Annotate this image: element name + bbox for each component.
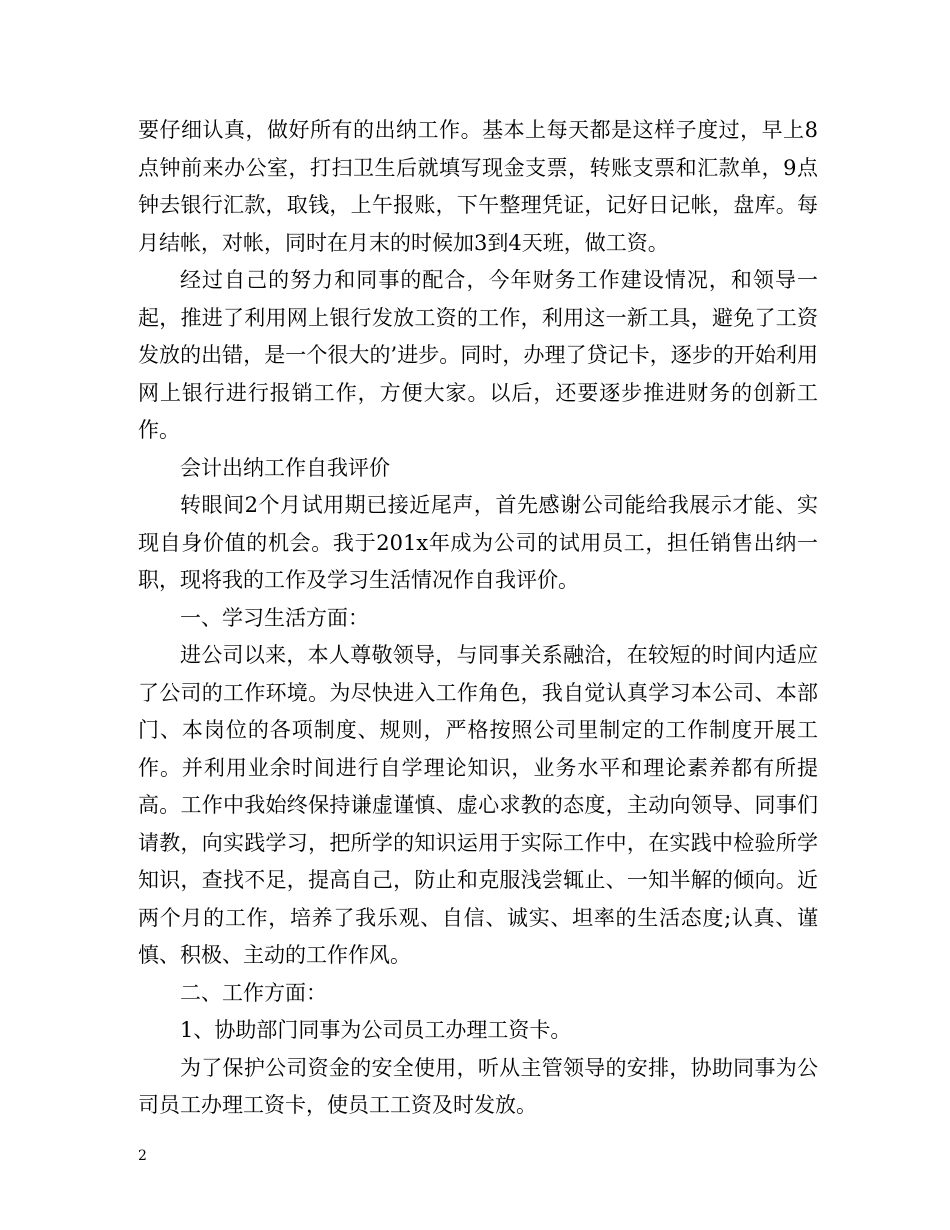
page-number: 2	[138, 1148, 147, 1164]
paragraph: 经过自己的努力和同事的配合，今年财务工作建设情况，和领导一起，推进了利用网上银行发放工资的工作，利用这一新工具，避免了工资发放的出错，是一个很大的’进步。同时，办理了贷记卡，逐步的开始利用网上银行进行报销工作，方便大家。以后，还要逐步推进财务的创新工作。	[138, 268, 818, 442]
section-heading: 会计出纳工作自我评价	[180, 455, 390, 480]
document-body	[138, 112, 818, 1125]
paragraph: 进公司以来，本人尊敬领导，与同事关系融洽，在较短的时间内适应了公司的工作环境。为尽快进入工作角色，我自觉认真学习本公司、本部门、本岗位的各项制度、规则，严格按照公司里制定的工作制度开展工作。并利用业余时间进行自学理论知识，业务水平和理论素养都有所提高。工作中我始终保持谦虚谨慎、虚心求教的态度，主动向领导、同事们请教，向实践学习，把所学的知识运用于实际工作中，在实践中检验所学知识，查找不足，提高自己，防止和克服浅尝辄止、一知半解的倾向。近两个月的工作，培养了我乐观、自信、诚实、坦率的生活态度;认真、谨慎、积极、主动的工作作风。	[138, 643, 818, 967]
paragraph: 要仔细认真，做好所有的出纳工作。基本上每天都是这样子度过，早上8点钟前来办公室，打扫卫生后就填写现金支票，转账支票和汇款单，9点钟去银行汇款，取钱，上午报账，下午整理凭证，记好日记帐，盘库。每月结帐，对帐，同时在月末的时候加3到4天班，做工资。	[138, 118, 818, 255]
paragraph: 转眼间2个月试用期已接近尾声，首先感谢公司能给我展示才能、实现自身价值的机会。我于201x年成为公司的试用员工，担任销售出纳一职，现将我的工作及学习生活情况作自我评价。	[138, 493, 818, 592]
paragraph: 为了保护公司资金的安全使用，听从主管领导的安排，协助同事为公司员工办理工资卡，使员工工资及时发放。	[138, 1055, 818, 1117]
section-heading: 二、工作方面：	[180, 980, 327, 1005]
section-heading: 一、学习生活方面：	[180, 605, 369, 630]
list-item: 1、协助部门同事为公司员工办理工资卡。	[180, 1018, 572, 1042]
